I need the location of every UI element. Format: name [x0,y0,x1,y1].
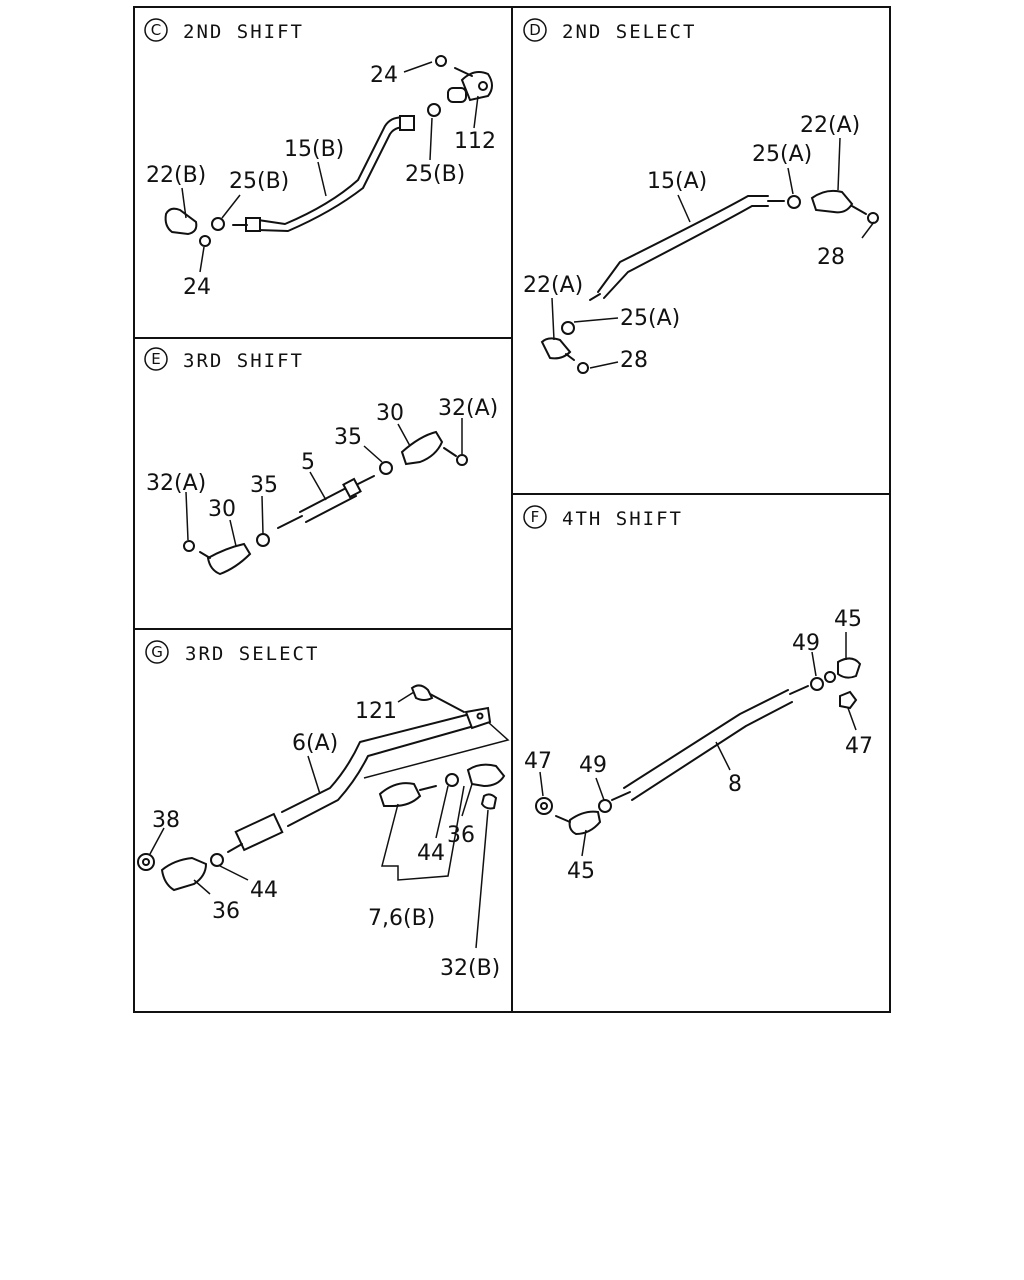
nut-49-top [811,678,823,690]
rod-8-thread-right [790,686,808,694]
joint-22a-top [812,191,852,212]
nut-44-left [211,854,223,866]
joint-45-top [838,658,860,677]
label-15b: 15(B) [284,137,345,162]
label-30-top: 30 [376,401,404,426]
nut-28-bottom [578,363,588,373]
label-25a-bottom: 25(A) [620,306,681,331]
label-47-top: 47 [845,734,873,759]
rod-8-edge [632,702,792,800]
label-8: 8 [728,772,742,797]
panel-g-3rd-select [138,641,508,981]
rod-15b-end-left [246,218,260,231]
label-28-top: 28 [817,245,845,270]
rod-5-hex [343,479,360,497]
rod-15b-end-right [400,116,414,130]
label-47-left: 47 [524,749,552,774]
label-36-right: 36 [447,823,475,848]
sleeve-right [448,88,466,102]
label-5: 5 [301,450,315,475]
rod-6a-bracket-hole [478,714,483,719]
nut-25a-bottom [562,322,574,334]
joint-22a-bottom [542,338,570,358]
panel-d-letter: D [529,21,541,39]
label-24-top: 24 [370,63,398,88]
nut-35-left [257,534,269,546]
label-49-top: 49 [792,631,820,656]
bolt-45-left [556,816,570,822]
bolt-top-right [852,206,866,214]
label-32a-top: 32(A) [438,396,499,421]
panel-f-4th-shift [524,506,873,884]
nut-24-bottom [200,236,210,246]
nut-47-top [840,692,856,708]
label-22b: 22(B) [146,163,207,188]
rod-8 [624,690,788,788]
label-30-left: 30 [208,497,236,522]
label-45-bottom: 45 [567,859,595,884]
joint-30-left [208,544,250,574]
panel-e-title: 3RD SHIFT [183,350,304,372]
bolt-30-top [444,448,456,456]
label-38: 38 [152,808,180,833]
nut-44-right [446,774,458,786]
rod-5-thread-right [358,476,374,484]
rod-6a-thread-left [228,844,242,852]
rod-5-thread-left [278,516,302,528]
nut-35-top [380,462,392,474]
panel-e-letter: E [151,350,161,368]
panel-g-title: 3RD SELECT [185,643,320,665]
nut-24-top [436,56,446,66]
rod-15a-thread-left [590,294,600,300]
label-49-left: 49 [579,753,607,778]
joint-45-left [570,812,600,834]
label-25a-top: 25(A) [752,142,813,167]
panel-c-2nd-shift [145,19,496,300]
panel-c-title: 2ND SHIFT [183,21,304,43]
joint-22b [166,209,197,234]
washer-47-left-hole [541,803,547,809]
panel-f-letter: F [530,508,540,526]
nut-25a-top [788,196,800,208]
nut-25b-left [212,218,224,230]
label-44-right: 44 [417,841,445,866]
panel-d-2nd-select [523,19,878,373]
joint-30-top [402,432,442,464]
label-32a-left: 32(A) [146,471,207,496]
rod-5-edge [306,496,356,522]
label-112: 112 [454,129,496,154]
rod-8-thread-left [612,792,630,800]
label-22a-top: 22(A) [800,113,861,138]
nut-28-top [868,213,878,223]
panel-e-3rd-shift [145,348,498,574]
bolt-121-shank [430,694,464,712]
label-36-left: 36 [212,899,240,924]
bolt-30-left [200,552,210,558]
nut-49-left [599,800,611,812]
panel-d-title: 2ND SELECT [562,21,697,43]
nut-32a-top [457,455,467,465]
assembly-7-thread [420,786,436,790]
label-45-top: 45 [834,607,862,632]
panel-f-title: 4TH SHIFT [562,508,683,530]
label-15a: 15(A) [647,169,708,194]
washer-38-hole [143,859,149,865]
panel-g-letter: G [151,643,163,661]
label-25b-right: 25(B) [405,162,466,187]
bolt-bottom [566,354,574,360]
assembly-7 [380,783,420,806]
bolt-121-head [412,685,432,700]
rod-15a-edge [604,206,768,298]
panel-c-letter: C [150,21,162,39]
joint-112-hole [479,82,487,90]
label-32b: 32(B) [440,956,501,981]
washer-32b [482,794,496,808]
nut-32a-left [184,541,194,551]
label-35-top: 35 [334,425,362,450]
joint-36-right [468,765,504,786]
nut-25b-right [428,104,440,116]
label-6a: 6(A) [292,731,339,756]
label-44-left: 44 [250,878,278,903]
label-121: 121 [355,699,397,724]
label-28-bottom: 28 [620,348,648,373]
washer-top [825,672,835,682]
label-7-6b: 7,6(B) [368,906,436,931]
label-25b-left: 25(B) [229,169,290,194]
label-35-left: 35 [250,473,278,498]
label-24-bottom: 24 [183,275,211,300]
label-22a-bottom: 22(A) [523,273,584,298]
bolt-right [455,68,472,76]
